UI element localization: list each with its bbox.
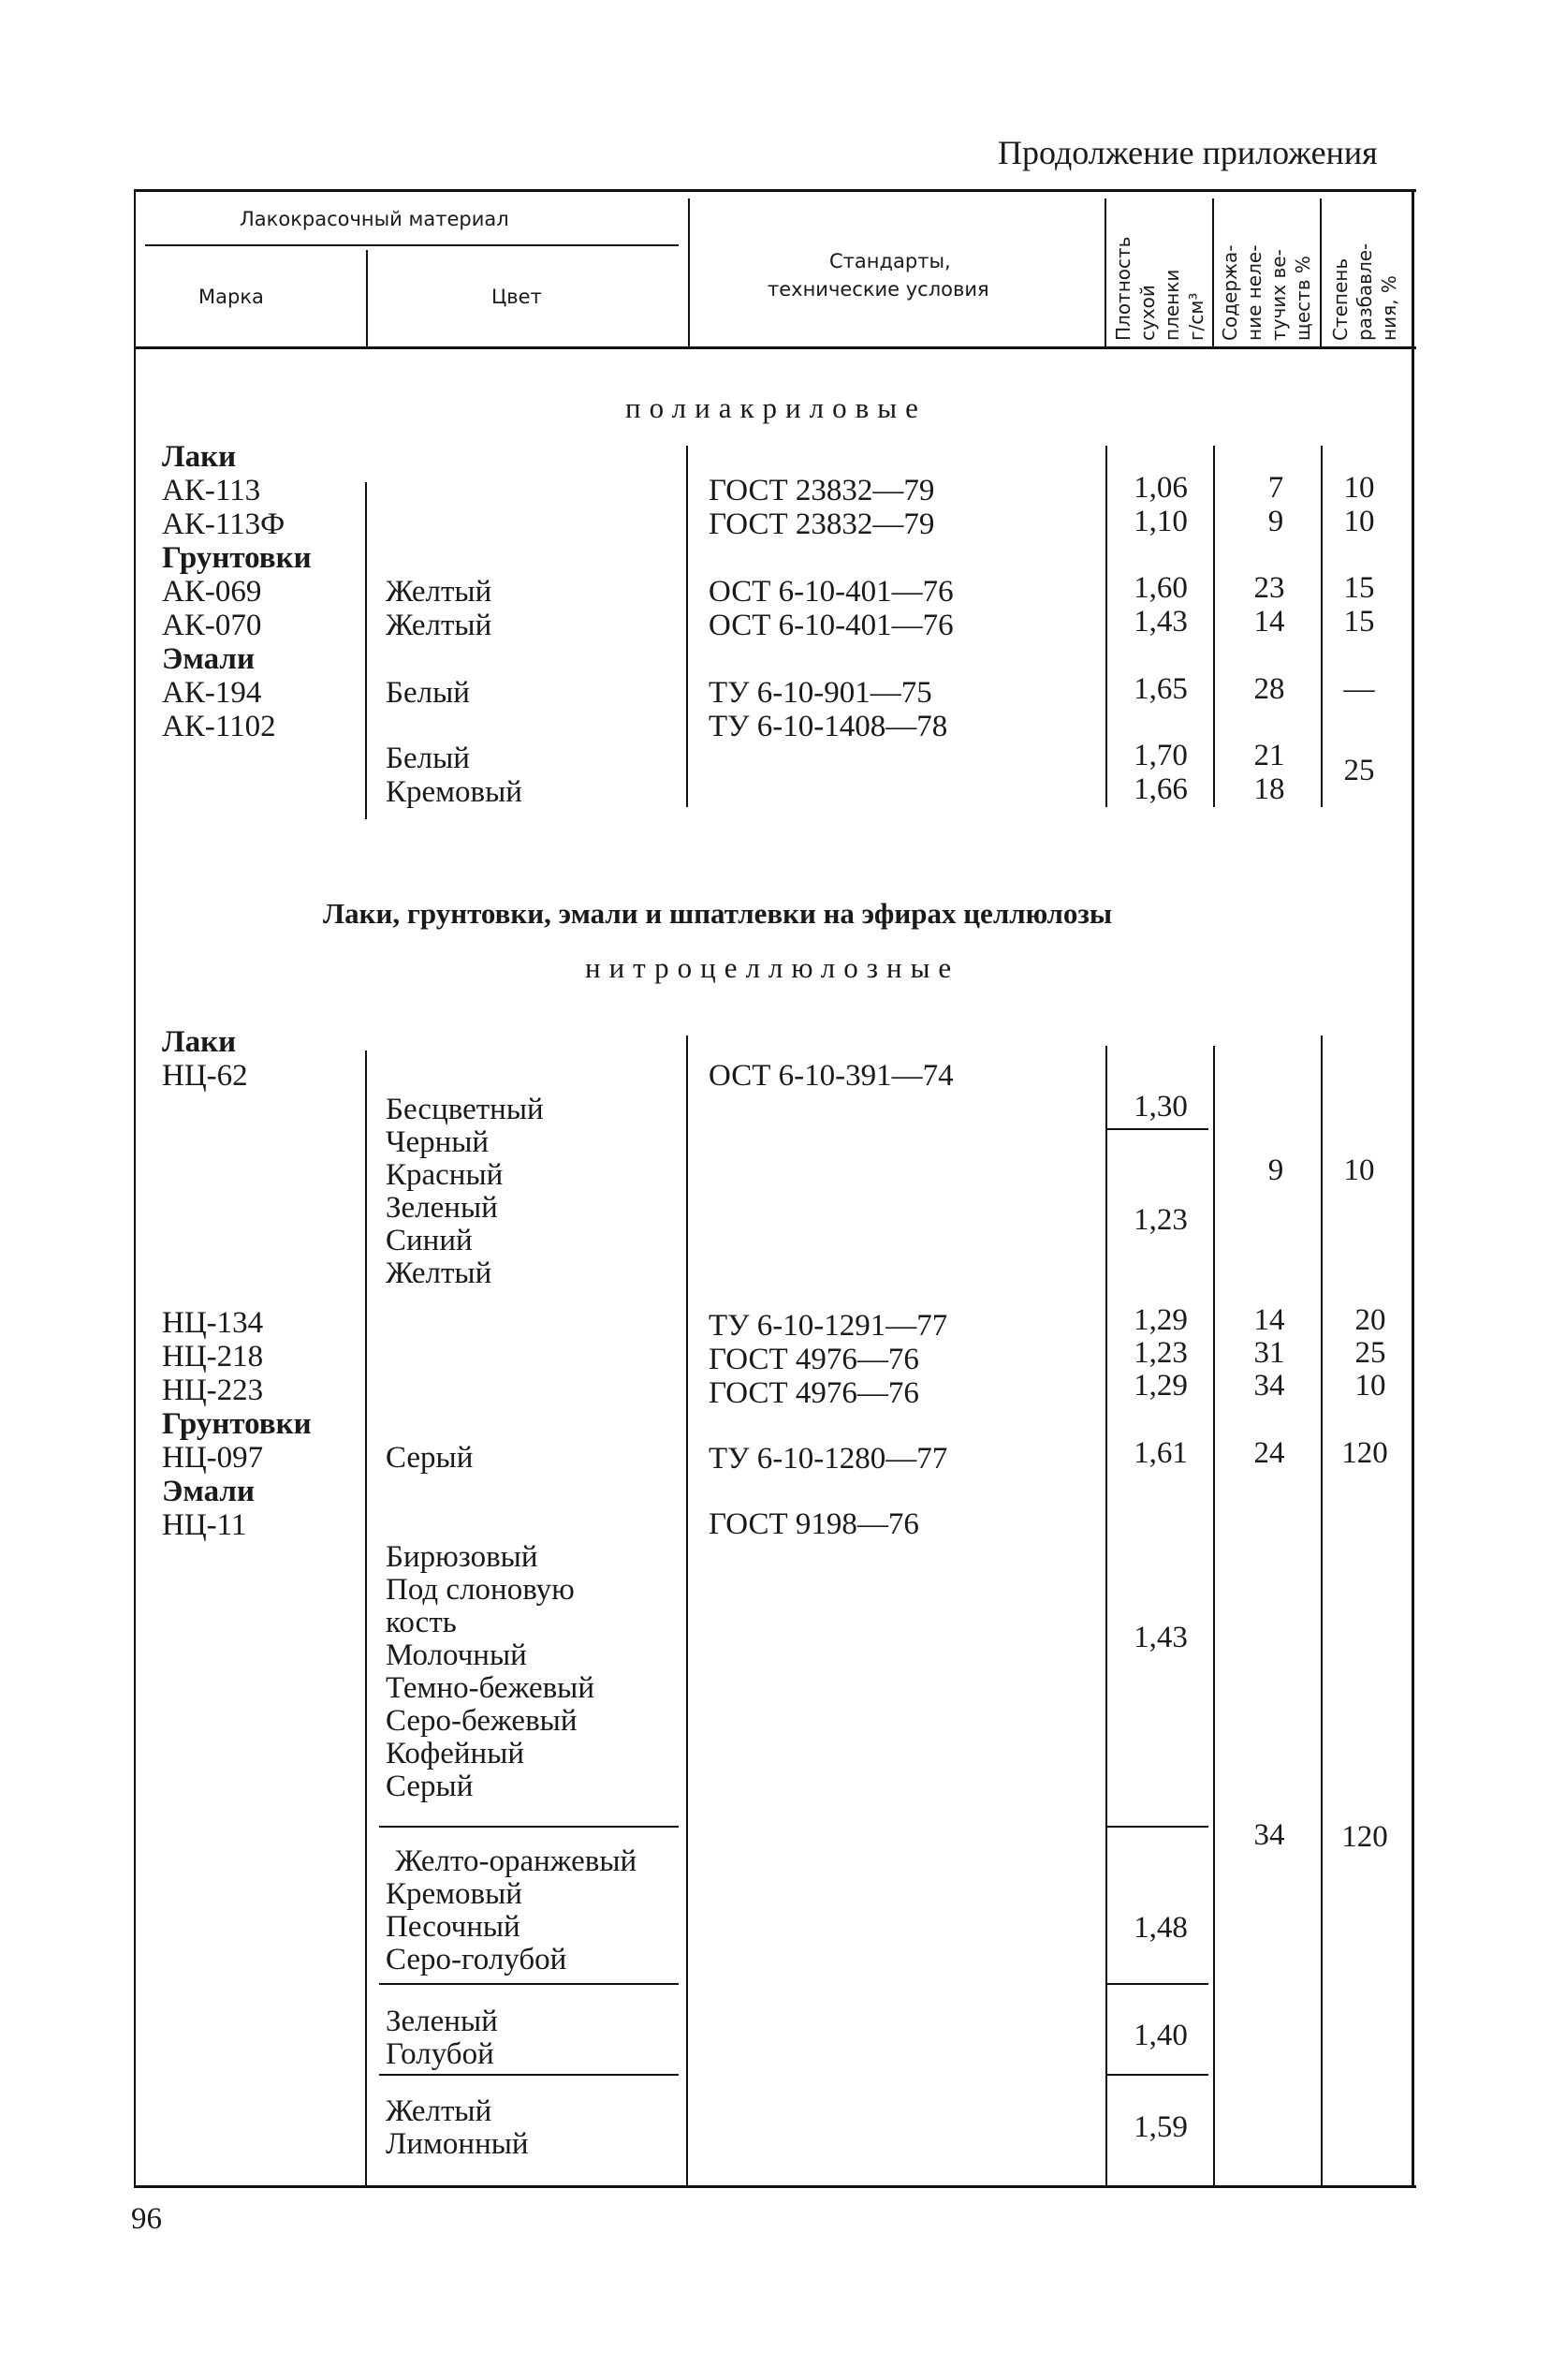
s2-rule-density-nc62: [1107, 1128, 1208, 1130]
s1-vline-nonvol: [1213, 446, 1215, 807]
color-nc11-coffee: Кофейный: [386, 1737, 525, 1770]
color-nc097: Серый: [386, 1441, 474, 1475]
s2-vline-dilution: [1321, 1036, 1323, 2185]
column-nonvol-4: ществ %: [1292, 256, 1314, 341]
std-nc218: ГОСТ 4976—76: [709, 1343, 919, 1376]
std-ak070: ОСТ 6-10-401—76: [709, 609, 954, 642]
density-nc097: 1,61: [1134, 1436, 1188, 1470]
brand-ak069: АК-069: [162, 575, 262, 609]
std-nc134: ТУ 6-10-1291—77: [709, 1309, 948, 1343]
dilution-ak194: —: [1343, 672, 1375, 706]
column-nonvol-2: ние неле-: [1243, 244, 1266, 341]
color-nc11-cream: Кремовый: [386, 1877, 522, 1911]
density-ak194: 1,65: [1134, 672, 1188, 706]
brand-ak113: АК-113: [162, 474, 261, 507]
std-ak113f: ГОСТ 23832—79: [709, 507, 935, 541]
column-standards-line1: Стандарты,: [829, 250, 951, 272]
dilution-nc223: 10: [1354, 1369, 1386, 1403]
hdr-vline-dilution: [1320, 198, 1322, 346]
nonvol-ak1102-cream: 18: [1253, 772, 1285, 806]
color-nc11-green: Зеленый: [386, 2005, 498, 2038]
column-density-4: г/см³: [1185, 292, 1207, 341]
density-ak070: 1,43: [1134, 605, 1188, 639]
density-nc11-group4: 1,59: [1134, 2110, 1188, 2144]
dilution-ak113f: 10: [1343, 505, 1375, 538]
column-brand: Марка: [198, 286, 264, 308]
brand-nc134: НЦ-134: [162, 1306, 264, 1340]
brand-nc11: НЦ-11: [162, 1508, 247, 1542]
brand-nc62: НЦ-62: [162, 1059, 248, 1093]
s1-vline-standards: [686, 446, 688, 807]
density-nc62-colorless: 1,30: [1134, 1090, 1188, 1124]
column-dilution-2: разбавле-: [1353, 242, 1376, 341]
column-group-material: Лакокрасочный материал: [240, 208, 509, 230]
density-ak113f: 1,10: [1134, 505, 1188, 538]
column-nonvol-1: Содержа-: [1219, 244, 1241, 341]
color-ak1102-white: Белый: [386, 742, 470, 775]
dilution-ak1102: 25: [1343, 754, 1375, 787]
color-nc11-gray: Серый: [386, 1770, 474, 1803]
nonvol-nc097: 24: [1253, 1436, 1285, 1470]
color-ak069: Желтый: [386, 575, 492, 609]
std-nc11: ГОСТ 9198—76: [709, 1507, 919, 1541]
color-ak1102-cream: Кремовый: [386, 775, 522, 809]
density-ak1102-white: 1,70: [1134, 739, 1188, 772]
section-cellulose-title: Лаки, грунтовки, эмали и шпатлевки на эфирах целлюлозы: [323, 897, 1113, 930]
header-bottom-rule: [134, 346, 1416, 349]
section-polyacrylic-title: полиакриловые: [625, 391, 927, 424]
s2-enamels-label: Эмали: [162, 1475, 255, 1508]
column-color: Цвет: [491, 286, 542, 308]
s2-vline-nonvol: [1213, 1046, 1215, 2185]
s2-rule-density-group1: [1107, 1826, 1208, 1828]
dilution-nc134: 20: [1354, 1303, 1386, 1337]
nonvol-nc134: 14: [1253, 1303, 1285, 1337]
nonvol-ak113: 7: [1267, 471, 1284, 505]
color-nc11-ivory-1: Под слоновую: [386, 1573, 575, 1607]
column-standards-line2: технические условия: [768, 278, 989, 301]
nonvol-ak113f: 9: [1267, 505, 1284, 538]
color-nc62-black: Черный: [386, 1125, 490, 1159]
color-ak070: Желтый: [386, 609, 492, 642]
brand-ak1102: АК-1102: [162, 710, 276, 743]
column-dilution-1: Степень: [1329, 257, 1352, 341]
color-nc11-yellow-orange: Желто-оранжевый: [395, 1844, 637, 1878]
color-nc11-gray-blue: Серо-голубой: [386, 1943, 567, 1976]
color-nc11-sandy: Песочный: [386, 1910, 520, 1944]
column-density-3: пленки: [1161, 269, 1183, 341]
color-nc11-gray-beige: Серо-бежевый: [386, 1704, 578, 1738]
color-nc62-blue: Синий: [386, 1224, 473, 1257]
header-top-rule: [134, 189, 1416, 192]
s1-vline-dilution: [1321, 446, 1323, 807]
color-nc62-red: Красный: [386, 1158, 504, 1192]
s2-rule-colors-group2: [379, 1983, 679, 1985]
brand-ak113f: АК-113Ф: [162, 507, 285, 541]
density-nc11-group1: 1,43: [1134, 1621, 1188, 1654]
s1-primers-label: Грунтовки: [162, 541, 312, 575]
density-nc218: 1,23: [1134, 1336, 1188, 1370]
density-ak1102-cream: 1,66: [1134, 772, 1188, 806]
color-nc11-turquoise: Бирюзовый: [386, 1540, 538, 1574]
brand-ak070: АК-070: [162, 609, 262, 642]
s2-vline-standards: [686, 1036, 688, 2185]
density-ak069: 1,60: [1134, 571, 1188, 605]
table-left-border: [134, 189, 136, 2188]
s2-rule-colors-group1: [379, 1826, 679, 1828]
s2-rule-colors-group3: [379, 2074, 679, 2076]
s1-vline-color: [365, 482, 367, 819]
s2-vline-density: [1105, 1046, 1107, 2185]
section-nitrocellulose-subtitle: нитроцеллюлозные: [585, 951, 960, 984]
nonvol-ak194: 28: [1253, 672, 1285, 706]
dilution-ak070: 15: [1343, 605, 1375, 639]
brand-ak194: АК-194: [162, 676, 262, 710]
material-subrule: [145, 244, 679, 246]
dilution-nc218: 25: [1354, 1336, 1386, 1370]
density-nc134: 1,29: [1134, 1303, 1188, 1337]
color-nc11-light-blue: Голубой: [386, 2037, 494, 2071]
dilution-ak069: 15: [1343, 571, 1375, 605]
density-nc11-group2: 1,48: [1134, 1911, 1188, 1945]
brand-nc218: НЦ-218: [162, 1340, 264, 1374]
column-dilution-3: ния, %: [1378, 275, 1400, 341]
std-ak1102: ТУ 6-10-1408—78: [709, 710, 948, 743]
dilution-nc11: 120: [1341, 1820, 1388, 1854]
s2-rule-density-group3: [1107, 2074, 1208, 2076]
column-nonvol-3: тучих ве-: [1267, 249, 1290, 341]
table-right-border: [1412, 189, 1414, 2188]
std-nc223: ГОСТ 4976—76: [709, 1376, 919, 1410]
nonvol-ak069: 23: [1253, 571, 1285, 605]
table-bottom-rule: [134, 2185, 1416, 2188]
density-nc62-colored: 1,23: [1134, 1203, 1188, 1237]
column-density-1: Плотность: [1112, 236, 1134, 341]
nonvol-ak1102-white: 21: [1253, 739, 1285, 772]
std-ak113: ГОСТ 23832—79: [709, 474, 935, 507]
s1-lacquers-label: Лаки: [162, 440, 237, 474]
color-nc11-lemon: Лимонный: [386, 2127, 529, 2161]
std-ak069: ОСТ 6-10-401—76: [709, 575, 954, 609]
s2-rule-density-group2: [1107, 1983, 1208, 1985]
dilution-ak113: 10: [1343, 471, 1375, 505]
std-nc62: ОСТ 6-10-391—74: [709, 1059, 954, 1093]
nonvol-nc62: 9: [1267, 1153, 1284, 1187]
density-ak113: 1,06: [1134, 471, 1188, 505]
nonvol-nc218: 31: [1253, 1336, 1285, 1370]
brand-nc097: НЦ-097: [162, 1441, 264, 1475]
hdr-vline-density: [1105, 198, 1106, 346]
nonvol-nc11: 34: [1253, 1818, 1285, 1852]
nonvol-ak070: 14: [1253, 605, 1285, 639]
brand-nc223: НЦ-223: [162, 1374, 264, 1407]
color-nc62-green: Зеленый: [386, 1191, 498, 1225]
hdr-vline-brand: [366, 250, 368, 346]
color-nc62-colorless: Бесцветный: [386, 1093, 544, 1126]
density-nc223: 1,29: [1134, 1369, 1188, 1403]
column-density-2: сухой: [1136, 285, 1159, 341]
s2-primers-label: Грунтовки: [162, 1407, 312, 1441]
std-ak194: ТУ 6-10-901—75: [709, 676, 932, 710]
s2-lacquers-label: Лаки: [162, 1025, 237, 1059]
std-nc097: ТУ 6-10-1280—77: [709, 1442, 948, 1476]
nonvol-nc223: 34: [1253, 1369, 1285, 1403]
color-ak194: Белый: [386, 676, 470, 710]
page-number: 96: [131, 2202, 162, 2236]
density-nc11-group3: 1,40: [1134, 2019, 1188, 2052]
s1-vline-density: [1105, 446, 1107, 807]
continuation-header: Продолжение приложения: [998, 134, 1378, 171]
dilution-nc097: 120: [1341, 1436, 1388, 1470]
hdr-vline-nonvol: [1212, 198, 1214, 346]
color-nc62-yellow: Желтый: [386, 1256, 492, 1290]
dilution-nc62: 10: [1343, 1153, 1375, 1187]
color-nc11-milky: Молочный: [386, 1638, 527, 1672]
s1-enamels-label: Эмали: [162, 642, 255, 676]
hdr-vline-standards: [688, 198, 690, 346]
color-nc11-yellow: Желтый: [386, 2094, 492, 2128]
s2-vline-color: [365, 1050, 367, 2185]
color-nc11-dark-beige: Темно-бежевый: [386, 1671, 595, 1705]
color-nc11-ivory-2: кость: [386, 1606, 457, 1639]
